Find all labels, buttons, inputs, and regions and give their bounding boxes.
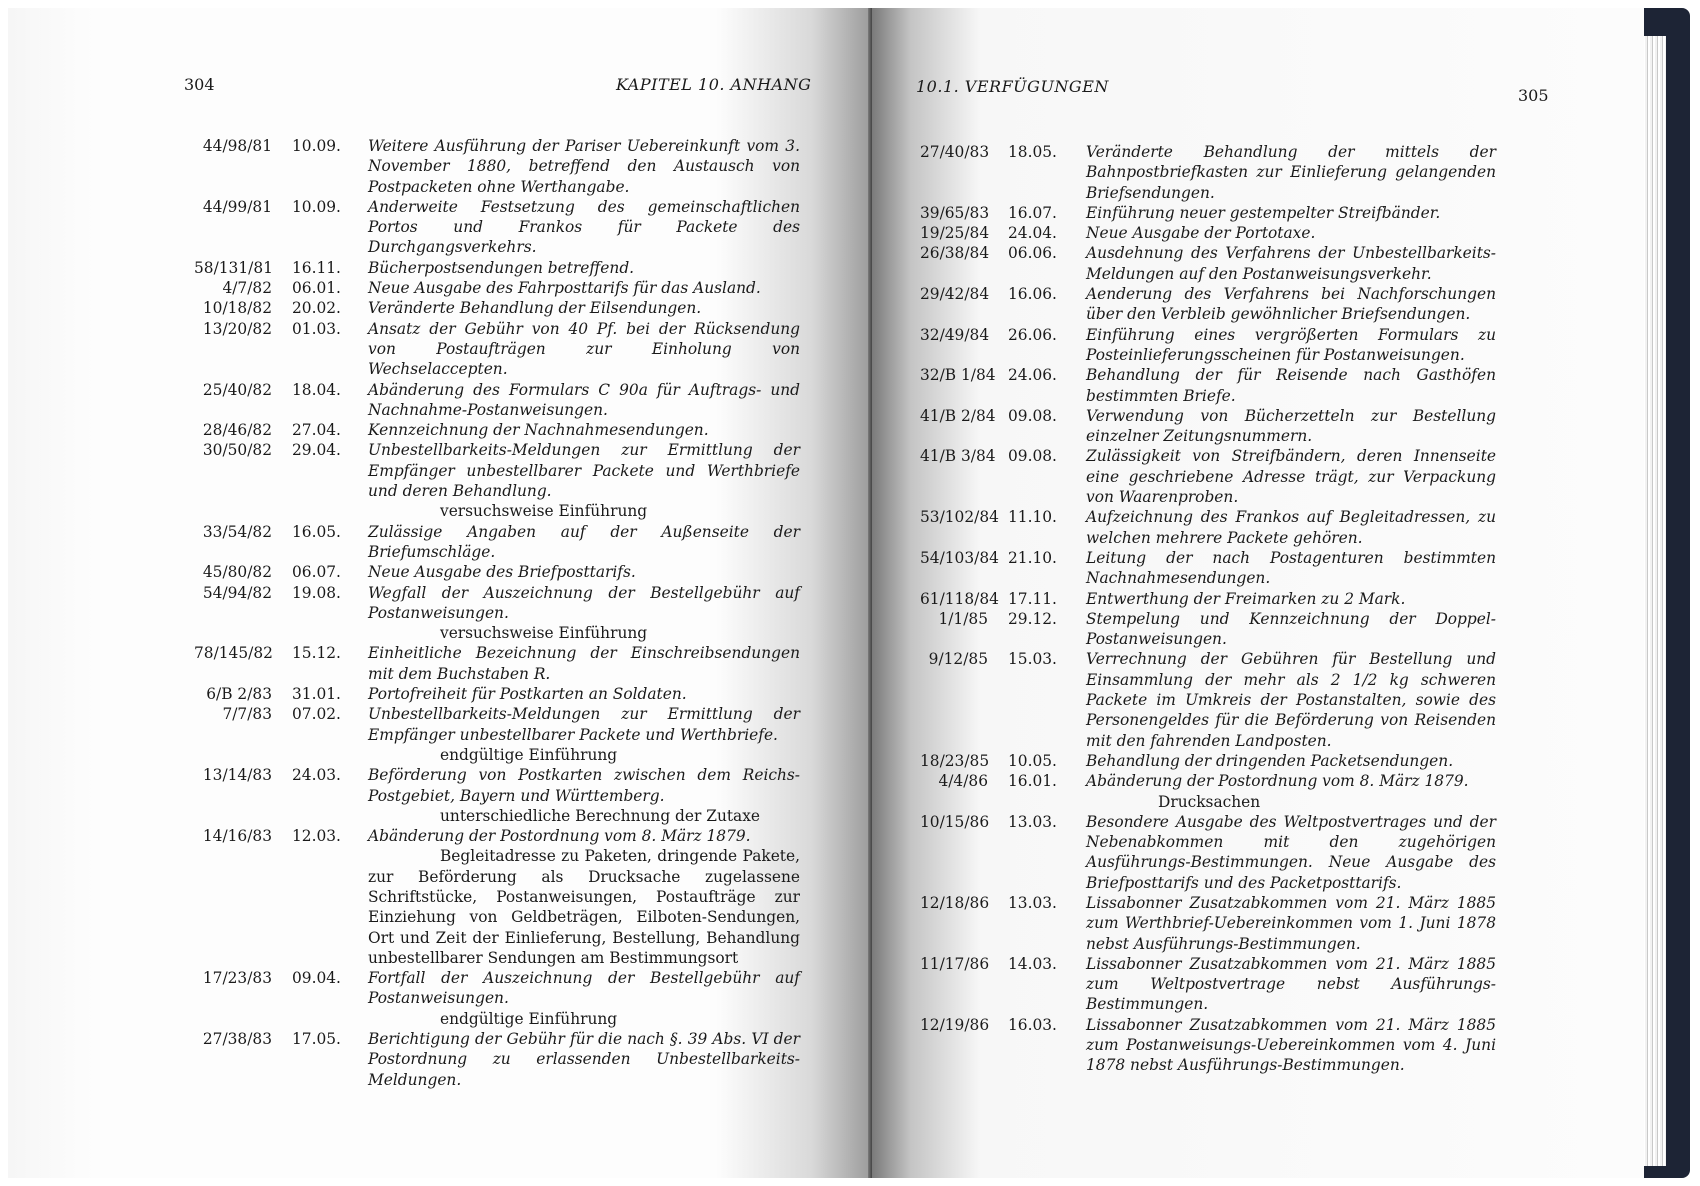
entry-description: [1086, 548, 1496, 589]
entry-title: Fortfall der Auszeichnung der Bestellgebühr auf Postanweisungen.: [368, 969, 800, 1008]
entry-date: 19.08.: [292, 583, 341, 602]
entry-description: [1086, 954, 1496, 1015]
entry-title: Abänderung des Formulars C 90a für Auftrags- und Nachnahme-Postanweisungen.: [368, 380, 800, 419]
entry-description: [1086, 507, 1496, 548]
entry-reference: 1/1/85: [938, 609, 988, 628]
entry-reference: 39/65/83: [920, 203, 990, 222]
entry-title: Verwendung von Bücherzetteln zur Bestellung einzelner Zeitungsnummern.: [1086, 406, 1496, 446]
entry-description: [368, 420, 800, 440]
register-entry: [920, 548, 1496, 589]
entry-description: [1086, 142, 1496, 203]
register-entry: [194, 197, 800, 258]
entry-date: 31.01.: [292, 685, 341, 704]
entry-date: 27.04.: [292, 421, 341, 440]
entry-reference: 17/23/83: [202, 969, 272, 988]
register-entry: [920, 142, 1496, 203]
register-entry: [194, 258, 800, 278]
entry-description: [368, 440, 800, 521]
entry-title: Behandlung der dringenden Packetsendungen.: [1086, 751, 1454, 770]
left-entry-list: [194, 136, 800, 1090]
right-running-head: 10.1. VERFÜGUNGEN: [916, 77, 1109, 96]
entry-title: Lissabonner Zusatzabkommen vom 21. März 1885 zum Werthbrief-Uebereinkommen vom 1. Juni 1878 nebst Ausführungs-Bestimmungen.: [1086, 893, 1496, 953]
register-entry: [194, 1029, 800, 1090]
entry-title: Einheitliche Bezeichnung der Einschreibsendungen mit dem Buchstaben R.: [368, 644, 800, 683]
entry-description: [368, 643, 800, 684]
entry-reference: 10/15/86: [920, 812, 990, 831]
entry-description: [368, 258, 800, 278]
entry-reference: 25/40/82: [202, 380, 272, 399]
register-entry: [920, 893, 1496, 954]
entry-title: Veränderte Behandlung der mittels der Bahnpostbriefkasten zur Einlieferung gelangenden Briefsendungen.: [1086, 143, 1496, 202]
entry-reference: 13/20/82: [202, 319, 272, 338]
entry-reference: 78/145/82: [194, 644, 273, 663]
entry-reference: 45/80/82: [202, 563, 272, 582]
entry-title: Portofreiheit für Postkarten an Soldaten.: [368, 685, 687, 704]
entry-reference: 54/103/84: [920, 548, 999, 567]
register-entry: [194, 298, 800, 318]
entry-description: [1086, 446, 1496, 507]
entry-reference: 10/18/82: [202, 299, 272, 318]
register-entry: [194, 136, 800, 197]
entry-reference: 7/7/83: [222, 705, 272, 724]
register-entry: [194, 278, 800, 298]
register-entry: [920, 284, 1496, 325]
entry-description: [368, 968, 800, 1029]
entry-reference: 30/50/82: [202, 441, 272, 460]
entry-title: Aenderung des Verfahrens bei Nachforschungen über den Verbleib gewöhnlicher Briefsendungen.: [1086, 285, 1496, 324]
entry-description: [1086, 223, 1496, 243]
register-entry: [194, 583, 800, 644]
register-entry: [194, 522, 800, 563]
entry-reference: 32/B 1/84: [920, 366, 996, 385]
register-entry: [920, 751, 1496, 771]
left-running-head: KAPITEL 10. ANHANG: [616, 75, 812, 94]
entry-date: 21.10.: [1008, 548, 1057, 567]
entry-description: [368, 298, 800, 318]
left-page-number: 304: [184, 75, 215, 94]
entry-date: 11.10.: [1008, 508, 1057, 527]
entry-reference: 41/B 2/84: [920, 406, 996, 425]
entry-title: Berichtigung der Gebühr für die nach §. 39 Abs. VI der Postordnung zu erlassenden Unbestellbarkeits-Meldungen.: [368, 1030, 800, 1089]
register-entry: [194, 643, 800, 684]
entry-title: Unbestellbarkeits-Meldungen zur Ermittlung der Empfänger unbestellbarer Packete und Werthbriefe und deren Behandlung.: [368, 441, 800, 501]
entry-date: 06.07.: [292, 563, 341, 582]
register-entry: [920, 325, 1496, 366]
entry-reference: 32/49/84: [920, 325, 990, 344]
register-entry: [194, 765, 800, 826]
entry-note: endgültige Einführung: [440, 1009, 618, 1028]
entry-date: 16.07.: [1008, 203, 1057, 222]
entry-title: Entwerthung der Freimarken zu 2 Mark.: [1086, 589, 1406, 608]
entry-title: Veränderte Behandlung der Eilsendungen.: [368, 299, 702, 318]
entry-reference: 27/40/83: [920, 143, 990, 161]
register-entry: [194, 420, 800, 440]
entry-note: Begleitadresse zu Paketen, dringende Pakete, zur Beförderung als Drucksache zugelassene Schriftstücke, Postanweisungen, Postaufträge zur Einziehung von Geldbeträgen, Eilboten-Sendungen, Ort und Zeit der Einlieferung, Bestellung, Behandlung unbestellbarer Sendungen am Bestimmungsort: [368, 847, 800, 967]
entry-description: [368, 562, 800, 582]
register-entry: [194, 704, 800, 765]
entry-description: [368, 826, 800, 968]
entry-title: Bücherpostsendungen betreffend.: [368, 258, 635, 277]
left-page: [8, 8, 872, 1178]
right-page-number: 305: [1518, 86, 1549, 105]
entry-title: Beförderung von Postkarten zwischen dem Reichs-Postgebiet, Bayern und Württemberg.: [368, 766, 800, 805]
entry-reference: 44/99/81: [202, 197, 272, 216]
entry-description: [1086, 1015, 1496, 1076]
entry-title: Ausdehnung des Verfahrens der Unbestellbarkeits-Meldungen auf den Postanweisungsverkehr.: [1086, 244, 1496, 283]
entry-title: Unbestellbarkeits-Meldungen zur Ermittlung der Empfänger unbestellbarer Packete und Werthbriefe.: [368, 705, 800, 744]
entry-date: 10.09.: [292, 197, 341, 216]
register-entry: [920, 203, 1496, 223]
entry-description: [368, 136, 800, 197]
entry-description: [368, 522, 800, 563]
entry-title: Lissabonner Zusatzabkommen vom 21. März 1885 zum Postanweisungs-Uebereinkommen vom 4. Juni 1878 nebst Ausführungs-Bestimmungen.: [1086, 1015, 1496, 1075]
entry-date: 17.05.: [292, 1030, 341, 1049]
entry-description: [1086, 203, 1496, 223]
entry-reference: 61/118/84: [920, 589, 999, 608]
register-entry: [920, 649, 1496, 750]
entry-title: Leitung der nach Postagenturen bestimmten Nachnahmesendungen.: [1086, 548, 1496, 588]
entry-description: [368, 319, 800, 380]
entry-description: [1086, 284, 1496, 325]
entry-description: [1086, 609, 1496, 650]
entry-description: [368, 278, 800, 298]
register-entry: [194, 968, 800, 1029]
entry-date: 24.04.: [1008, 224, 1057, 243]
register-entry: [920, 365, 1496, 406]
entry-reference: 6/B 2/83: [206, 685, 272, 704]
entry-reference: 11/17/86: [920, 954, 990, 973]
entry-reference: 4/4/86: [938, 772, 988, 791]
entry-title: Zulässigkeit von Streifbändern, deren Innenseite eine geschriebene Adresse trägt, zur Verpackung von Waarenproben.: [1086, 447, 1496, 507]
register-entry: [194, 562, 800, 582]
register-entry: [920, 243, 1496, 284]
entry-description: [368, 765, 800, 826]
entry-description: [1086, 751, 1496, 771]
entry-description: [1086, 325, 1496, 366]
entry-date: 24.03.: [292, 766, 341, 785]
entry-description: [1086, 365, 1496, 406]
entry-description: [1086, 771, 1496, 812]
entry-note: versuchsweise Einführung: [440, 502, 648, 521]
entry-reference: 9/12/85: [928, 650, 988, 669]
entry-title: Einführung neuer gestempelter Streifbänder.: [1086, 203, 1441, 222]
entry-date: 13.03.: [1008, 893, 1057, 912]
entry-description: [368, 583, 800, 644]
entry-title: Neue Ausgabe des Briefposttarifs.: [368, 563, 636, 582]
entry-date: 26.06.: [1008, 325, 1057, 344]
entry-reference: 33/54/82: [202, 522, 272, 541]
entry-date: 14.03.: [1008, 954, 1057, 973]
entry-reference: 19/25/84: [920, 224, 990, 243]
entry-description: [1086, 243, 1496, 284]
register-entry: [920, 446, 1496, 507]
entry-reference: 41/B 3/84: [920, 447, 996, 466]
entry-date: 18.04.: [292, 380, 341, 399]
entry-date: 16.05.: [292, 522, 341, 541]
entry-date: 12.03.: [292, 827, 341, 846]
entry-date: 29.12.: [1008, 609, 1057, 628]
entry-title: Anderweite Festsetzung des gemeinschaftlichen Portos und Frankos für Packete des Durchgangsverkehrs.: [368, 197, 800, 257]
entry-date: 15.03.: [1008, 650, 1057, 669]
entry-reference: 29/42/84: [920, 285, 990, 304]
entry-description: [368, 197, 800, 258]
entry-reference: 28/46/82: [202, 421, 272, 440]
register-entry: [920, 1015, 1496, 1076]
entry-date: 10.05.: [1008, 751, 1057, 770]
right-page: [872, 8, 1644, 1178]
entry-note: Drucksachen: [1158, 792, 1261, 811]
entry-date: 17.11.: [1008, 589, 1057, 608]
register-entry: [920, 406, 1496, 447]
register-entry: [920, 812, 1496, 893]
entry-reference: 44/98/81: [202, 137, 272, 155]
register-entry: [194, 440, 800, 521]
entry-reference: 14/16/83: [202, 827, 272, 846]
entry-date: 09.08.: [1008, 406, 1057, 425]
entry-note: endgültige Einführung: [440, 745, 618, 764]
entry-description: [368, 684, 800, 704]
register-entry: [920, 771, 1496, 812]
entry-title: Weitere Ausführung der Pariser Uebereinkunft vom 3. November 1880, betreffend den Austausch von Postpacketen ohne Werthangabe.: [368, 137, 800, 196]
entry-reference: 27/38/83: [202, 1030, 272, 1049]
register-entry: [920, 507, 1496, 548]
entry-date: 18.05.: [1008, 143, 1057, 161]
entry-date: 09.08.: [1008, 447, 1057, 466]
entry-description: [368, 380, 800, 421]
register-entry: [920, 223, 1496, 243]
entry-date: 01.03.: [292, 319, 341, 338]
entry-title: Abänderung der Postordnung vom 8. März 1879.: [1086, 772, 1469, 791]
entry-date: 16.11.: [292, 258, 341, 277]
entry-reference: 54/94/82: [202, 583, 272, 602]
entry-title: Wegfall der Auszeichnung der Bestellgebühr auf Postanweisungen.: [368, 583, 800, 622]
entry-title: Abänderung der Postordnung vom 8. März 1879.: [368, 827, 751, 846]
entry-title: Behandlung der für Reisende nach Gasthöfen bestimmten Briefe.: [1086, 366, 1496, 405]
entry-reference: 4/7/82: [222, 279, 272, 298]
entry-date: 24.06.: [1008, 366, 1057, 385]
register-entry: [920, 589, 1496, 609]
entry-date: 15.12.: [292, 644, 341, 663]
entry-title: Neue Ausgabe des Fahrposttarifs für das Ausland.: [368, 279, 761, 298]
entry-date: 06.06.: [1008, 244, 1057, 263]
register-entry: [194, 826, 800, 968]
entry-date: 13.03.: [1008, 812, 1057, 831]
entry-title: Aufzeichnung des Frankos auf Begleitadressen, zu welchen mehrere Packete gehören.: [1086, 508, 1496, 547]
entry-reference: 13/14/83: [202, 766, 272, 785]
entry-title: Stempelung und Kennzeichnung der Doppel-Postanweisungen.: [1086, 609, 1496, 649]
entry-description: [1086, 649, 1496, 750]
entry-date: 16.03.: [1008, 1015, 1057, 1034]
entry-title: Lissabonner Zusatzabkommen vom 21. März 1885 zum Weltpostvertrage nebst Ausführungs-Bestimmungen.: [1086, 954, 1496, 1014]
entry-date: 09.04.: [292, 969, 341, 988]
entry-date: 16.01.: [1008, 772, 1057, 791]
entry-reference: 12/19/86: [920, 1015, 990, 1034]
entry-date: 20.02.: [292, 299, 341, 318]
entry-description: [1086, 406, 1496, 447]
entry-date: 29.04.: [292, 441, 341, 460]
entry-title: Besondere Ausgabe des Weltpostvertrages und der Nebenabkommen mit den zugehörigen Ausführungs-Bestimmungen. Neue Ausgabe des Briefposttarifs und des Packetposttarifs.: [1086, 812, 1496, 892]
entry-date: 06.01.: [292, 279, 341, 298]
entry-date: 10.09.: [292, 137, 341, 155]
entry-title: Ansatz der Gebühr von 40 Pf. bei der Rücksendung von Postaufträgen zur Einholung von Wechselaccepten.: [368, 319, 800, 379]
register-entry: [194, 684, 800, 704]
entry-title: Einführung eines vergrößerten Formulars zu Posteinlieferungsscheinen für Postanweisungen.: [1086, 325, 1496, 364]
entry-reference: 18/23/85: [920, 751, 990, 770]
entry-note: versuchsweise Einführung: [440, 624, 648, 643]
entry-reference: 12/18/86: [920, 893, 990, 912]
register-entry: [920, 609, 1496, 650]
register-entry: [194, 380, 800, 421]
entry-title: Zulässige Angaben auf der Außenseite der Briefumschläge.: [368, 522, 800, 561]
entry-description: [1086, 893, 1496, 954]
right-entry-list: [920, 142, 1496, 1076]
entry-description: [1086, 589, 1496, 609]
entry-title: Kennzeichnung der Nachnahmesendungen.: [368, 421, 709, 440]
register-entry: [194, 319, 800, 380]
entry-description: [368, 704, 800, 765]
entry-reference: 53/102/84: [920, 508, 999, 527]
entry-title: Verrechnung der Gebühren für Bestellung und Einsammlung der mehr als 2 1/2 kg schweren Packete im Umkreis der Postanstalten, sowie des Personengeldes für die Beförderung von Reisenden mit den fahrenden Landposten.: [1086, 650, 1496, 750]
entry-date: 16.06.: [1008, 285, 1057, 304]
entry-reference: 26/38/84: [920, 244, 990, 263]
entry-description: [368, 1029, 800, 1090]
entry-title: Neue Ausgabe der Portotaxe.: [1086, 224, 1316, 243]
register-entry: [920, 954, 1496, 1015]
entry-reference: 58/131/81: [194, 258, 273, 277]
entry-note: unterschiedliche Berechnung der Zutaxe: [440, 806, 761, 825]
entry-description: [1086, 812, 1496, 893]
entry-date: 07.02.: [292, 705, 341, 724]
